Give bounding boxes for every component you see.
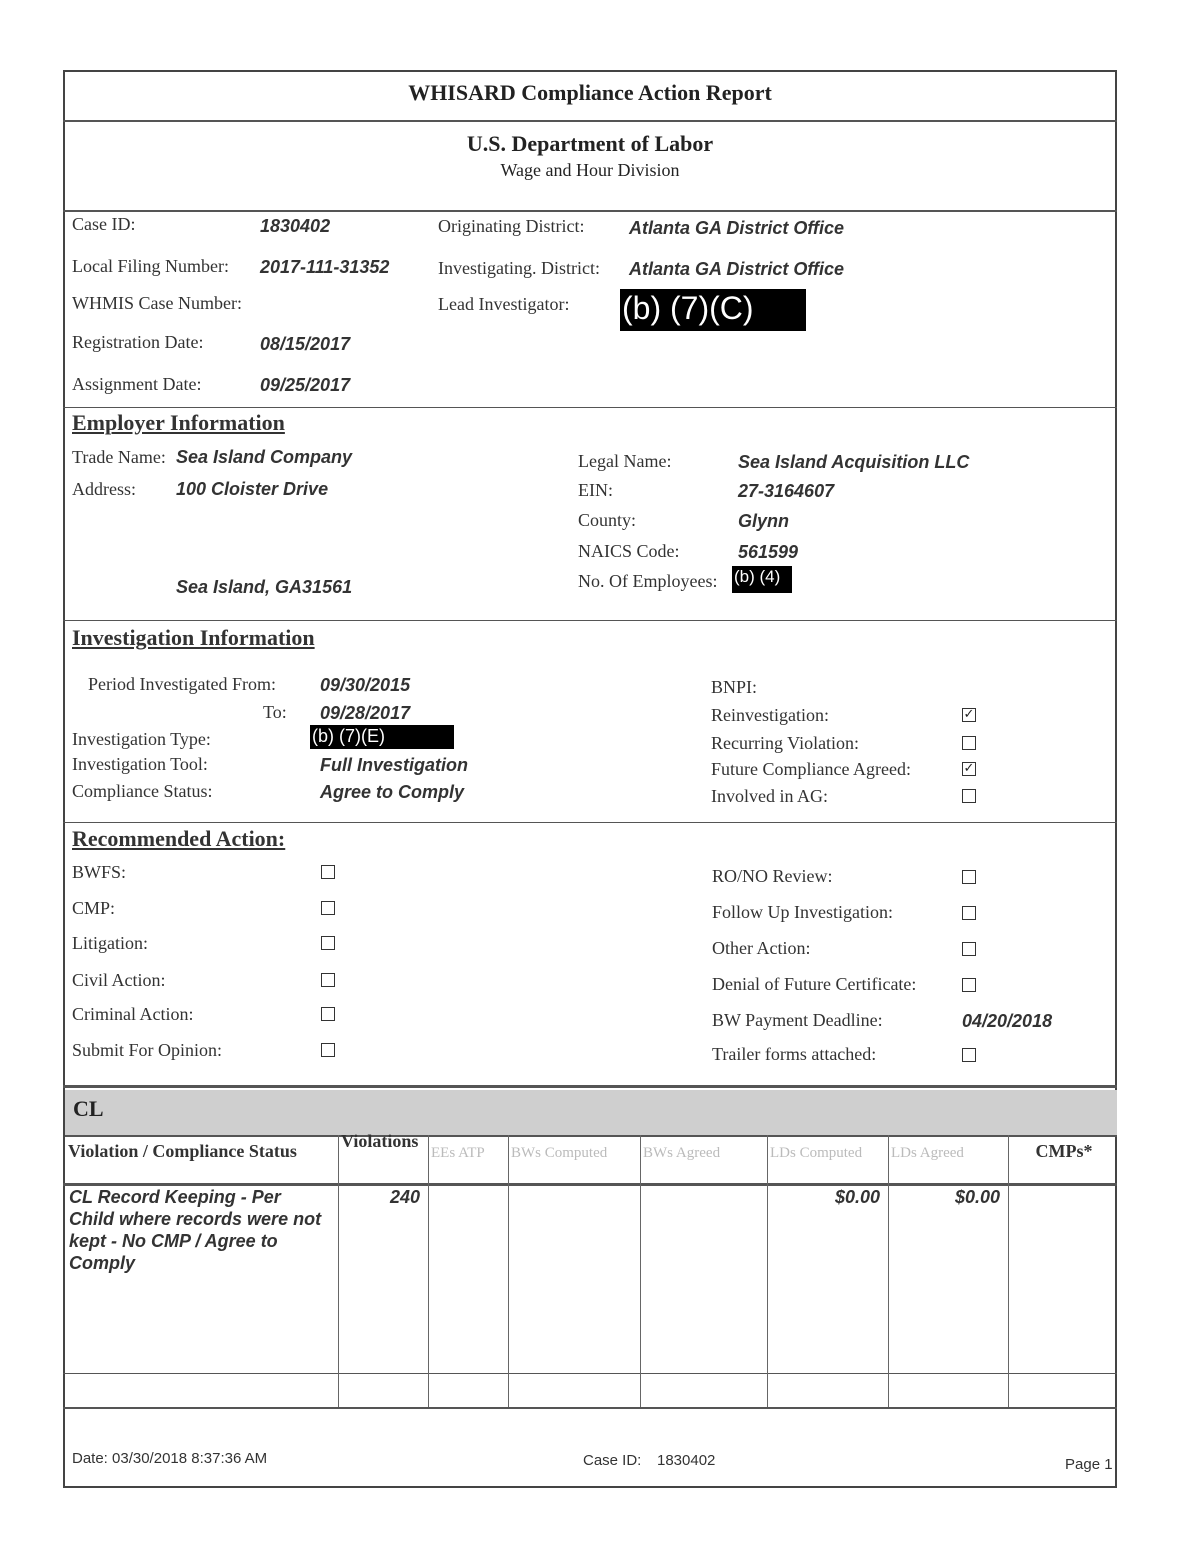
trade-name: Sea Island Company xyxy=(176,447,353,467)
report-title: WHISARD Compliance Action Report xyxy=(408,80,772,105)
column-header: Violation / Compliance Status xyxy=(68,1141,297,1161)
recommended-label: Denial of Future Certificate: xyxy=(712,974,917,994)
checkbox xyxy=(321,1007,335,1021)
divider xyxy=(63,1085,1117,1088)
case-id: 1830402 xyxy=(260,216,331,236)
flag-label: Recurring Violation: xyxy=(711,733,860,753)
address-label: Address: xyxy=(72,479,136,499)
page-number: Page 1 xyxy=(1065,1456,1113,1473)
divider xyxy=(63,822,1117,823)
inv-district: Atlanta GA District Office xyxy=(629,259,845,279)
divider xyxy=(63,407,1117,408)
section-cl: CL xyxy=(73,1096,104,1121)
local-filing-label: Local Filing Number: xyxy=(72,256,229,276)
column-divider xyxy=(640,1135,641,1407)
bnpi-label: BNPI: xyxy=(711,677,758,697)
county: Glynn xyxy=(738,511,790,531)
employees-label: No. Of Employees: xyxy=(578,571,718,591)
orig-district-label: Originating District: xyxy=(438,216,585,236)
column-divider xyxy=(338,1135,339,1407)
checkbox xyxy=(962,978,976,992)
column-header: LDs Computed xyxy=(770,1145,863,1161)
from-label: Period Investigated From: xyxy=(88,674,276,694)
address-line2: Sea Island, GA31561 xyxy=(176,577,353,597)
column-header: Violations xyxy=(341,1131,419,1151)
footer-case-id: 1830402 xyxy=(657,1452,716,1469)
recommended-label: Litigation: xyxy=(72,933,148,953)
tool-label: Investigation Tool: xyxy=(72,754,208,774)
column-header: LDs Agreed xyxy=(891,1145,964,1161)
bw-deadline: 04/20/2018 xyxy=(962,1011,1053,1031)
address-line1: 100 Cloister Drive xyxy=(176,479,329,499)
to-label: To: xyxy=(263,702,287,722)
column-divider xyxy=(508,1135,509,1407)
flag-label: Involved in AG: xyxy=(711,786,828,806)
checkbox xyxy=(321,936,335,950)
division-name: Wage and Hour Division xyxy=(500,160,680,180)
naics-label: NAICS Code: xyxy=(578,541,680,561)
redaction-type: (b) (7)(E) xyxy=(310,725,454,749)
whmis-label: WHMIS Case Number: xyxy=(72,293,242,313)
checkbox xyxy=(962,1048,976,1062)
flag-label: Reinvestigation: xyxy=(711,705,829,725)
employer-heading: Employer Information xyxy=(72,410,285,435)
checkbox xyxy=(321,973,335,987)
divider xyxy=(63,620,1117,621)
checkbox xyxy=(962,906,976,920)
legal-label: Legal Name: xyxy=(578,451,672,471)
column-divider xyxy=(1008,1135,1009,1407)
table-cell: CL Record Keeping - Per Child where records were not kept - No CMP / Agree to Comply xyxy=(69,1187,322,1273)
period-from: 09/30/2015 xyxy=(320,675,411,695)
table-cell: $0.00 xyxy=(834,1187,880,1207)
recommended-label: CMP: xyxy=(72,898,116,918)
footer-case-label: Case ID: xyxy=(583,1452,642,1469)
legal-name: Sea Island Acquisition LLC xyxy=(738,452,970,472)
recommended-label: Follow Up Investigation: xyxy=(712,902,893,922)
checkbox xyxy=(321,865,335,879)
county-label: County: xyxy=(578,510,637,530)
ein-label: EIN: xyxy=(578,480,613,500)
type-label: Investigation Type: xyxy=(72,729,211,749)
tool: Full Investigation xyxy=(320,755,469,775)
report-frame xyxy=(63,70,1117,1488)
column-header: BWs Computed xyxy=(511,1145,608,1161)
assign-date-label: Assignment Date: xyxy=(72,374,202,394)
naics: 561599 xyxy=(738,542,799,562)
recommended-label: RO/NO Review: xyxy=(712,866,833,886)
reg-date-label: Registration Date: xyxy=(72,332,204,352)
column-header: EEs ATP xyxy=(431,1145,485,1161)
recommended-label: BW Payment Deadline: xyxy=(712,1010,883,1030)
recommended-label: Submit For Opinion: xyxy=(72,1040,223,1060)
recommended-label: Trailer forms attached: xyxy=(712,1044,877,1064)
agency-name: U.S. Department of Labor xyxy=(466,131,714,156)
reg-date: 08/15/2017 xyxy=(260,334,351,354)
column-divider xyxy=(428,1135,429,1407)
table-cell: $0.00 xyxy=(954,1187,1000,1207)
column-header: BWs Agreed xyxy=(643,1145,721,1161)
checkbox: ✓ xyxy=(963,707,975,722)
assign-date: 09/25/2017 xyxy=(260,375,351,395)
column-header: CMPs* xyxy=(1035,1141,1093,1161)
checkbox xyxy=(962,870,976,884)
orig-district: Atlanta GA District Office xyxy=(629,218,845,238)
recommended-label: Civil Action: xyxy=(72,970,166,990)
redaction-employees: (b) (4) xyxy=(732,566,792,593)
checkbox xyxy=(962,789,976,803)
divider xyxy=(63,1373,1117,1374)
lead-label: Lead Investigator: xyxy=(438,294,570,314)
inv-district-label: Investigating. District: xyxy=(438,258,600,278)
compliance-status: Agree to Comply xyxy=(320,782,465,802)
section-band-cl xyxy=(65,1090,1117,1137)
checkbox xyxy=(962,736,976,750)
status-label: Compliance Status: xyxy=(72,781,213,801)
ein: 27-3164607 xyxy=(738,481,835,501)
table-cell: 240 xyxy=(389,1187,420,1207)
divider xyxy=(63,210,1117,212)
column-divider xyxy=(767,1135,768,1407)
footer-date: Date: 03/30/2018 8:37:36 AM xyxy=(72,1450,268,1467)
flag-label: Future Compliance Agreed: xyxy=(711,759,911,779)
investigation-heading: Investigation Information xyxy=(72,625,315,650)
recommended-heading: Recommended Action: xyxy=(72,826,286,851)
case-id-label: Case ID: xyxy=(72,214,136,234)
period-to: 09/28/2017 xyxy=(320,703,411,723)
redaction-lead: (b) (7)(C) xyxy=(620,289,806,331)
checkbox xyxy=(962,942,976,956)
checkbox: ✓ xyxy=(963,761,975,776)
divider xyxy=(63,1407,1117,1409)
local-filing: 2017-111-31352 xyxy=(260,257,390,277)
recommended-label: BWFS: xyxy=(72,862,127,882)
divider xyxy=(63,120,1117,122)
recommended-label: Criminal Action: xyxy=(72,1004,194,1024)
trade-label: Trade Name: xyxy=(72,447,166,467)
checkbox xyxy=(321,1043,335,1057)
column-divider xyxy=(888,1135,889,1407)
recommended-label: Other Action: xyxy=(712,938,811,958)
checkbox xyxy=(321,901,335,915)
